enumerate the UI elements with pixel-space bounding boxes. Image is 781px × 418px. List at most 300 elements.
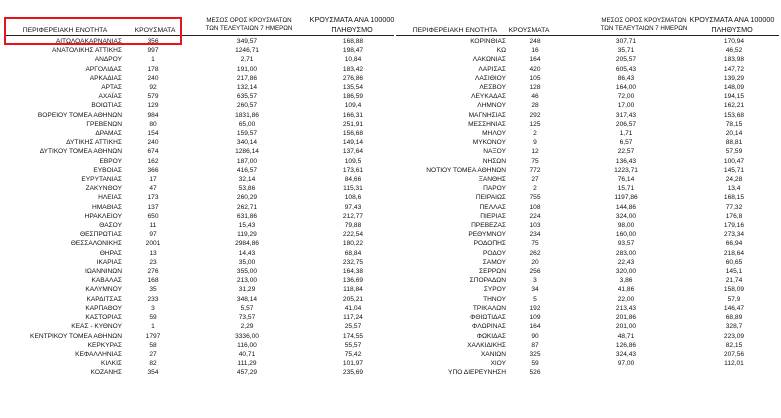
avg-7day-value: 5,57	[240, 304, 254, 312]
cases-value: 262	[529, 249, 541, 257]
cases-value: 47	[149, 185, 157, 193]
per-100k-value: 97,43	[344, 203, 362, 211]
table-row	[4, 258, 396, 267]
cases-value: 154	[147, 130, 159, 138]
per-100k-value: 21,74	[725, 277, 743, 285]
per-100k-value: 147,72	[723, 65, 745, 73]
avg-7day-value: 164,00	[615, 84, 637, 92]
per-100k-value: 183,98	[723, 56, 745, 64]
cases-value: 356	[147, 38, 159, 45]
left-header-avg-line2: ΤΩΝ ΤΕΛΕΥΤΑΙΩΝ 7 ΗΜΕΡΩΝ	[205, 25, 293, 32]
table-row	[4, 46, 396, 55]
per-100k-value: 82,15	[725, 341, 743, 349]
per-100k-value: 146,47	[723, 304, 745, 312]
avg-7day-value: 119,29	[237, 231, 257, 239]
avg-7day-value: 6,57	[619, 139, 633, 147]
per-100k-value: 153,68	[723, 111, 745, 119]
region-name: ΚΟΡΙΝΘΙΑΣ	[470, 38, 506, 45]
region-name: ΕΥΡΥΤΑΝΙΑΣ	[81, 176, 122, 184]
cases-value: 256	[529, 268, 541, 276]
table-row	[4, 276, 396, 285]
table-row	[4, 359, 396, 368]
region-name: ΦΛΩΡΙΝΑΣ	[471, 323, 506, 331]
table-row	[396, 295, 780, 304]
avg-7day-value: 35,71	[617, 47, 635, 55]
cases-value: 125	[529, 120, 541, 128]
per-100k-value: 57,59	[725, 148, 743, 156]
region-name: ΣΥΡΟΥ	[483, 286, 506, 294]
avg-7day-value: 324,43	[615, 350, 637, 358]
table-row	[4, 203, 396, 212]
region-name: ΒΟΡΕΙΟΥ ΤΟΜΕΑ ΑΘΗΝΩΝ	[37, 111, 122, 119]
avg-7day-value: 136,43	[615, 157, 637, 165]
table-row	[4, 129, 396, 138]
avg-7day-value: 22,43	[617, 258, 635, 266]
per-100k-value: 100,47	[723, 157, 745, 165]
region-name: ΡΟΔΟΥ	[483, 249, 506, 257]
region-name: ΚΕΦΑΛΛΗΝΙΑΣ	[75, 350, 122, 358]
right-header-avg-line2: ΤΩΝ ΤΕΛΕΥΤΑΙΩΝ 7 ΗΜΕΡΩΝ	[600, 25, 688, 32]
region-name: ΑΡΚΑΔΙΑΣ	[89, 74, 122, 82]
region-name: ΚΩ	[496, 47, 506, 55]
avg-7day-value: 205,57	[615, 56, 637, 64]
avg-7day-value: 40,71	[238, 350, 256, 358]
region-name: ΛΕΥΚΑΔΑΣ	[471, 93, 506, 101]
region-name: ΘΕΣΠΡΩΤΙΑΣ	[79, 231, 122, 239]
cases-value: 13	[149, 249, 157, 257]
cases-value: 526	[529, 369, 541, 377]
cases-value: 20	[531, 258, 539, 266]
region-name: ΝΑΞΟΥ	[483, 148, 506, 156]
avg-7day-value: 116,00	[237, 341, 257, 349]
per-100k-value: 108,6	[344, 194, 362, 202]
per-100k-value: 55,57	[344, 341, 362, 349]
avg-7day-value	[564, 368, 688, 377]
cases-value: 109	[529, 314, 541, 322]
region-name: ΕΒΡΟΥ	[99, 157, 122, 165]
avg-7day-value: 1197,86	[614, 194, 638, 202]
avg-7day-value: 262,71	[236, 203, 258, 211]
cases-value: 164	[529, 323, 541, 331]
cases-value: 28	[531, 102, 539, 110]
cases-value: 162	[147, 157, 159, 165]
avg-7day-value: 260,57	[236, 102, 258, 110]
region-name: ΜΑΓΝΗΣΙΑΣ	[468, 111, 506, 119]
cases-value: 755	[529, 194, 541, 202]
avg-7day-value: 187,00	[236, 157, 258, 165]
avg-7day-value: 53,86	[238, 185, 256, 193]
cases-value: 58	[149, 341, 157, 349]
region-name: ΒΟΙΩΤΙΑΣ	[91, 102, 122, 110]
table-row	[4, 175, 396, 184]
per-100k-value: 117,24	[343, 314, 363, 322]
table-row	[396, 332, 780, 341]
region-name: ΡΕΘΥΜΝΟΥ	[468, 231, 506, 239]
table-row	[396, 193, 780, 202]
region-name: ΦΩΚΙΔΑΣ	[476, 332, 506, 340]
avg-7day-value: 191,00	[236, 65, 258, 73]
cases-value: 137	[147, 203, 159, 211]
table-row	[4, 212, 396, 221]
per-100k-value: 273,34	[723, 231, 745, 239]
per-100k-value: 145,71	[723, 166, 745, 174]
region-name: ΔΥΤΙΚΗΣ ΑΤΤΙΚΗΣ	[66, 139, 122, 147]
right-header-region: ΠΕΡΙΦΕΡΕΙΑΚΗ ΕΝΟΤΗΤΑ	[412, 27, 498, 34]
per-100k-value: 328,7	[725, 323, 743, 331]
per-100k-value: 66,94	[725, 240, 743, 248]
table-row	[396, 322, 780, 331]
cases-value: 234	[529, 231, 541, 239]
cases-value: 97	[149, 231, 157, 239]
region-name: ΚΕΝΤΡΙΚΟΥ ΤΟΜΕΑ ΑΘΗΝΩΝ	[30, 332, 122, 340]
avg-7day-value: 317,43	[615, 111, 637, 119]
region-name: ΕΥΒΟΙΑΣ	[93, 166, 122, 174]
left-header-avg-line1: ΜΕΣΟΣ ΟΡΟΣ ΚΡΟΥΣΜΑΤΩΝ	[206, 17, 292, 24]
cases-value: 59	[531, 360, 539, 368]
table-row	[4, 304, 396, 313]
cases-value: 12	[531, 148, 539, 156]
region-name: ΡΟΔΟΠΗΣ	[473, 240, 506, 248]
table-row	[4, 138, 396, 147]
avg-7day-value: 349,57	[236, 38, 258, 45]
avg-7day-value: 15,71	[617, 185, 635, 193]
table-row	[396, 147, 780, 156]
table-row	[396, 175, 780, 184]
cases-value: 997	[147, 47, 159, 55]
table-row	[4, 111, 396, 120]
avg-7day-value: 111,29	[237, 360, 257, 368]
avg-7day-value: 32,14	[238, 176, 256, 184]
per-100k-value: 162,21	[723, 102, 745, 110]
per-100k-value: 68,89	[725, 314, 743, 322]
avg-7day-value: 3336,00	[235, 332, 259, 340]
cases-value: 105	[529, 74, 541, 82]
avg-7day-value: 126,86	[615, 341, 637, 349]
cases-value: 11	[149, 222, 157, 230]
cases-value: 420	[529, 65, 541, 73]
region-name: ΠΑΡΟΥ	[483, 185, 506, 193]
per-100k-value: 148,09	[723, 84, 745, 92]
avg-7day-value: 631,86	[236, 212, 258, 220]
avg-7day-value: 1,71	[619, 130, 633, 138]
per-100k-value: 84,66	[344, 176, 362, 184]
table-row	[396, 212, 780, 221]
table-row	[396, 55, 780, 64]
region-name: ΤΡΙΚΑΛΩΝ	[472, 304, 506, 312]
avg-7day-value: 22,57	[617, 148, 635, 156]
right-header-avg-line1: ΜΕΣΟΣ ΟΡΟΣ ΚΡΟΥΣΜΑΤΩΝ	[601, 17, 687, 24]
avg-7day-value: 457,29	[236, 369, 258, 377]
cases-value: 90	[531, 332, 539, 340]
avg-7day-value: 86,43	[617, 74, 635, 82]
per-100k-value: 205,21	[342, 295, 364, 303]
avg-7day-value: 201,00	[615, 323, 637, 331]
per-100k-value: 10,84	[344, 56, 362, 64]
per-100k-value: 109,5	[344, 157, 362, 165]
cases-value: 650	[147, 212, 159, 220]
cases-value: 108	[529, 203, 541, 211]
cases-value: 240	[147, 139, 159, 147]
table-row	[396, 37, 780, 46]
table-row	[396, 157, 780, 166]
cases-value: 35	[149, 286, 157, 294]
per-100k-value: 222,54	[342, 231, 364, 239]
cases-value: 129	[147, 102, 159, 110]
region-name: ΚΕΡΚΥΡΑΣ	[87, 341, 122, 349]
per-100k-value: 198,47	[342, 47, 364, 55]
table-row	[396, 203, 780, 212]
table-row	[396, 258, 780, 267]
avg-7day-value: 201,86	[615, 314, 637, 322]
table-row	[4, 368, 396, 377]
avg-7day-value: 76,14	[617, 176, 635, 184]
cases-value: 103	[529, 222, 541, 230]
avg-7day-value: 144,86	[615, 203, 637, 211]
per-100k-value: 57,9	[727, 295, 741, 303]
avg-7day-value: 22,00	[617, 295, 635, 303]
table-row	[396, 341, 780, 350]
region-name: ΠΕΙΡΑΙΩΣ	[475, 194, 506, 202]
table-row	[396, 267, 780, 276]
cases-value: 2	[533, 130, 537, 138]
cases-value: 80	[149, 120, 157, 128]
per-100k-value: 218,64	[723, 249, 745, 257]
cases-value: 17	[149, 176, 157, 184]
region-name: ΝΟΤΙΟΥ ΤΟΜΕΑ ΑΘΗΝΩΝ	[426, 166, 506, 174]
table-row	[4, 74, 396, 83]
cases-value: 34	[531, 286, 539, 294]
per-100k-value: 78,15	[725, 120, 743, 128]
avg-7day-value: 98,00	[617, 222, 635, 230]
avg-7day-value: 1286,14	[235, 148, 259, 156]
left-cases-table	[4, 37, 396, 378]
cases-value: 16	[531, 47, 539, 55]
region-name: ΑΝΑΤΟΛΙΚΗΣ ΑΤΤΙΚΗΣ	[52, 47, 122, 55]
region-name: ΛΕΣΒΟΥ	[479, 84, 506, 92]
avg-7day-value: 14,43	[238, 249, 256, 257]
region-name: ΗΛΕΙΑΣ	[98, 194, 122, 202]
cases-value: 1797	[145, 332, 161, 340]
table-row	[396, 313, 780, 322]
per-100k-value: 179,16	[723, 222, 745, 230]
avg-7day-value: 206,57	[615, 120, 637, 128]
region-name: ΘΑΣΟΥ	[99, 222, 122, 230]
table-row	[396, 65, 780, 74]
cases-value: 82	[149, 360, 157, 368]
avg-7day-value: 132,14	[236, 84, 258, 92]
cases-value: 674	[147, 148, 159, 156]
table-row	[4, 65, 396, 74]
region-name: ΛΑΣΙΘΙΟΥ	[475, 74, 506, 82]
cases-value: 46	[531, 93, 539, 101]
cases-value: 2	[533, 185, 537, 193]
region-name: ΑΝΔΡΟΥ	[94, 56, 122, 64]
region-name: ΧΙΟΥ	[490, 360, 506, 368]
per-100k-value: 212,77	[342, 212, 364, 220]
per-100k-value: 135,54	[342, 84, 364, 92]
cases-value: 3	[533, 277, 537, 285]
per-100k-value: 68,84	[344, 249, 362, 257]
per-100k-value: 223,09	[723, 332, 745, 340]
cases-value: 164	[529, 56, 541, 64]
right-header-per-line1: ΚΡΟΥΣΜΑΤΑ ΑΝΑ 100000	[689, 15, 775, 24]
per-100k-value: 145,1	[725, 268, 743, 276]
table-row	[4, 267, 396, 276]
avg-7day-value: 307,71	[615, 38, 637, 45]
avg-7day-value: 72,00	[617, 93, 635, 101]
region-name: ΛΑΡΙΣΑΣ	[478, 65, 506, 73]
cases-value: 1	[151, 323, 155, 331]
per-100k-value: 46,52	[725, 47, 743, 55]
cases-value: 192	[529, 304, 541, 312]
avg-7day-value: 605,43	[615, 65, 637, 73]
region-name: ΠΡΕΒΕΖΑΣ	[471, 222, 506, 230]
per-100k-value: 77,32	[725, 203, 743, 211]
table-row	[396, 129, 780, 138]
table-row	[4, 332, 396, 341]
cases-value: 233	[147, 295, 159, 303]
per-100k-value: 235,69	[342, 369, 364, 377]
avg-7day-value: 93,57	[617, 240, 635, 248]
avg-7day-value: 2984,86	[235, 240, 259, 248]
region-name: ΠΕΛΛΑΣ	[479, 203, 506, 211]
per-100k-value: 88,81	[725, 139, 743, 147]
avg-7day-value: 35,00	[238, 258, 256, 266]
cases-value: 75	[531, 240, 539, 248]
cases-value: 1	[151, 56, 155, 64]
per-100k-value: 136,69	[342, 277, 364, 285]
per-100k-value: 166,31	[342, 111, 364, 119]
avg-7day-value: 160,00	[615, 231, 637, 239]
per-100k-value: 164,38	[342, 268, 364, 276]
cases-value: 248	[529, 38, 541, 45]
region-name: ΛΑΚΩΝΙΑΣ	[472, 56, 506, 64]
cases-value: 984	[147, 111, 159, 119]
table-row	[396, 74, 780, 83]
region-name: ΣΠΟΡΑΔΩΝ	[469, 277, 506, 285]
avg-7day-value: 348,14	[236, 295, 258, 303]
avg-7day-value: 283,00	[615, 249, 637, 257]
region-name: ΘΗΡΑΣ	[99, 249, 122, 257]
cases-value: 325	[529, 350, 541, 358]
table-row	[396, 359, 780, 368]
per-100k-value: 207,56	[723, 350, 745, 358]
table-row	[4, 83, 396, 92]
avg-7day-value: 159,57	[236, 130, 258, 138]
region-name: ΚΑΣΤΟΡΙΑΣ	[85, 314, 122, 322]
per-100k-value: 118,84	[343, 286, 363, 294]
cases-value: 27	[149, 350, 157, 358]
cases-value: 240	[147, 74, 159, 82]
table-row	[4, 230, 396, 239]
avg-7day-value: 340,14	[236, 139, 258, 147]
cases-value: 168	[147, 277, 159, 285]
cases-value: 178	[147, 65, 159, 73]
cases-value: 23	[149, 258, 157, 266]
per-100k-value: 115,31	[343, 185, 363, 193]
region-name: ΧΑΝΙΩΝ	[480, 350, 506, 358]
left-header-per-line2: ΠΛΗΘΥΣΜΟ	[331, 25, 373, 34]
per-100k-value: 158,09	[723, 286, 745, 294]
avg-7day-value: 1831,86	[235, 111, 259, 119]
table-row	[396, 120, 780, 129]
cases-value: 579	[147, 93, 159, 101]
per-100k-value	[688, 368, 780, 377]
table-row	[396, 111, 780, 120]
region-name: ΘΕΣΣΑΛΟΝΙΚΗΣ	[70, 240, 122, 248]
avg-7day-value: 1223,71	[614, 166, 638, 174]
region-name: ΑΡΤΑΣ	[101, 84, 122, 92]
region-name: ΚΑΛΥΜΝΟΥ	[85, 286, 122, 294]
region-name: ΑΧΑΪΑΣ	[98, 93, 122, 101]
per-100k-value: 139,29	[723, 74, 745, 82]
per-100k-value: 194,15	[723, 93, 745, 101]
table-row	[396, 166, 780, 175]
region-name: ΧΑΛΚΙΔΙΚΗΣ	[467, 341, 506, 349]
cases-value: 772	[529, 166, 541, 174]
region-name: ΥΠΟ ΔΙΕΡΕΥΝΗΣΗ	[448, 369, 506, 377]
table-row	[396, 101, 780, 110]
table-row	[4, 166, 396, 175]
per-100k-value: 232,75	[342, 258, 364, 266]
per-100k-value: 149,14	[342, 139, 364, 147]
per-100k-value: 251,91	[342, 120, 364, 128]
cases-value: 2001	[145, 240, 161, 248]
region-name: ΑΡΓΟΛΙΔΑΣ	[85, 65, 122, 73]
table-row	[4, 239, 396, 248]
region-name: ΚΑΡΠΑΘΟΥ	[85, 304, 122, 312]
region-name: ΞΑΝΘΗΣ	[478, 176, 506, 184]
avg-7day-value: 416,57	[236, 166, 258, 174]
table-row	[4, 120, 396, 129]
table-row	[4, 92, 396, 101]
table-row	[396, 230, 780, 239]
right-header-cases: ΚΡΟΥΣΜΑΤΑ	[508, 27, 550, 34]
table-row	[396, 138, 780, 147]
avg-7day-value: 3,86	[619, 277, 633, 285]
per-100k-value: 137,64	[342, 148, 364, 156]
region-name: ΚΙΛΚΙΣ	[101, 360, 122, 368]
region-name: ΖΑΚΥΝΘΟΥ	[85, 185, 122, 193]
table-row	[4, 193, 396, 202]
per-100k-value: 20,14	[725, 130, 743, 138]
table-row	[396, 249, 780, 258]
region-name: ΝΗΣΩΝ	[482, 157, 506, 165]
per-100k-value: 41,04	[344, 304, 362, 312]
region-name: ΚΑΒΑΛΑΣ	[91, 277, 122, 285]
cases-value: 366	[147, 166, 159, 174]
avg-7day-value: 73,57	[238, 314, 256, 322]
table-row	[4, 184, 396, 193]
region-name: ΚΟΖΑΝΗΣ	[90, 369, 122, 377]
table-row	[4, 147, 396, 156]
region-name: ΦΘΙΩΤΙΔΑΣ	[470, 314, 506, 322]
table-row	[4, 313, 396, 322]
region-name: ΤΗΝΟΥ	[483, 295, 506, 303]
per-100k-value: 170,94	[723, 38, 745, 45]
left-header-per-line1: ΚΡΟΥΣΜΑΤΑ ΑΝΑ 100000	[309, 15, 395, 24]
table-row	[396, 221, 780, 230]
table-row	[4, 101, 396, 110]
per-100k-value: 183,42	[342, 65, 364, 73]
table-row	[4, 157, 396, 166]
table-row	[4, 350, 396, 359]
per-100k-value: 25,57	[344, 323, 362, 331]
cases-value: 128	[529, 84, 541, 92]
avg-7day-value: 2,29	[240, 323, 254, 331]
per-100k-value: 173,61	[342, 166, 364, 174]
region-name: ΙΚΑΡΙΑΣ	[96, 258, 122, 266]
